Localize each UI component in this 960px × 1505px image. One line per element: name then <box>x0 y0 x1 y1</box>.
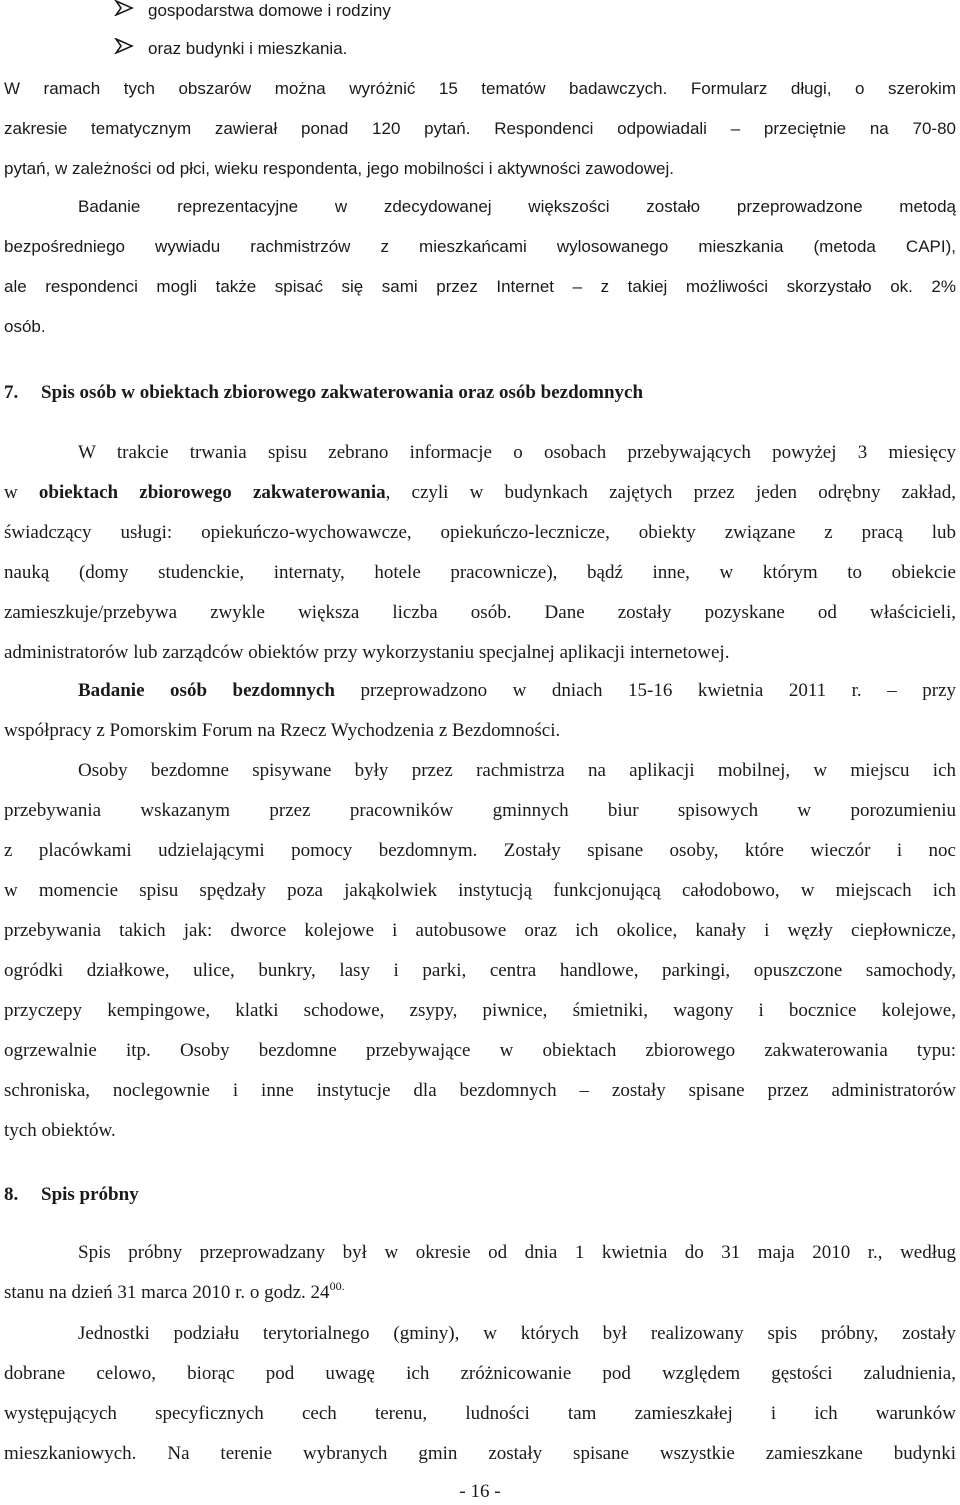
paragraph-intro <box>4 69 956 189</box>
bullet-text: gospodarstwa domowe i rodziny <box>148 1 391 20</box>
arrow-bullet-icon <box>114 33 148 65</box>
text-line: nauką (domy studenckie, internaty, hotele pracownicze), bądź inne, w którym to obiekcie <box>4 562 956 583</box>
paragraph-spis-bezdomnych <box>4 751 956 1151</box>
text-line: zakresie tematycznym zawierał ponad 120 pytań. Respondenci odpowiadali – przeciętnie na 70-80 <box>4 119 956 138</box>
paragraph-obiekty <box>4 433 956 673</box>
text-line: osób. <box>4 317 46 336</box>
arrow-bullet-icon <box>114 0 148 27</box>
text-line: występujących specyficznych cech terenu, ludności tam zamieszkałej i ich warunków <box>4 1403 956 1424</box>
page-number: - 16 - <box>459 1481 501 1502</box>
text-line: w momencie spisu spędzały poza jakąkolwiek instytucją funkcjonującą całodobowo, w miejscach ich <box>4 880 956 901</box>
section-number: 8. <box>4 1184 19 1205</box>
paragraph-spis-probny <box>4 1233 956 1313</box>
paragraph-badanie <box>4 187 956 347</box>
text-line: mieszkaniowych. Na terenie wybranych gmin zostały spisane wszystkie zamieszkane budynki <box>4 1443 956 1464</box>
text-line: Spis próbny przeprowadzany był w okresie od dnia 1 kwietnia do 31 maja 2010 r., według <box>78 1242 956 1263</box>
paragraph-bezdomni <box>4 671 956 751</box>
superscript: 00. <box>329 1279 345 1293</box>
bullet-text: oraz budynki i mieszkania. <box>148 39 348 58</box>
text-line: administratorów lub zarządców obiektów przy wykorzystaniu specjalnej aplikacji internetowej. <box>4 642 730 663</box>
text-line: Badanie reprezentacyjne w zdecydowanej większości zostało przeprowadzone metodą <box>78 197 956 216</box>
text-line: przebywania takich jak: dworce kolejowe i autobusowe oraz ich okolice, kanały i węzły ciepłownicze, <box>4 920 956 941</box>
text-line: stanu na dzień 31 marca 2010 r. o godz. $24^{00.}$ <box>4 1279 345 1303</box>
text-line: w obiektach zbiorowego zakwaterowania, czyli w budynkach zajętych przez jeden odrębny zakład, <box>4 482 956 503</box>
text-line: dobrane celowo, biorąc pod uwagę ich zróżnicowanie pod względem gęstości zaludnienia, <box>4 1363 956 1384</box>
bold-term: obiektach zbiorowego zakwaterowania <box>38 482 386 503</box>
text-line: W ramach tych obszarów można wyróżnić 15 tematów badawczych. Formularz długi, o szerokim <box>4 79 956 98</box>
text-line: przebywania wskazanym przez pracowników gminnych biur spisowych w porozumieniu <box>4 800 956 821</box>
bold-term: Badanie osób bezdomnych <box>78 680 335 701</box>
bullet-item <box>114 33 347 65</box>
text-line: tych obiektów. <box>4 1120 116 1141</box>
text-line: współpracy z Pomorskim Forum na Rzecz Wychodzenia z Bezdomności. <box>4 720 561 741</box>
text-line: przyczepy kempingowe, klatki schodowe, zsypy, piwnice, śmietniki, wagony i bocznice kolejowe, <box>4 1000 956 1021</box>
text-line: ogródki działkowe, ulice, bunkry, lasy i parki, centra handlowe, parkingi, opuszczone samochody, <box>4 960 956 981</box>
text-line: świadczący usługi: opiekuńczo-wychowawcze, opiekuńczo-lecznicze, obiekty związane z pracą lub <box>4 522 956 543</box>
text-line: Osoby bezdomne spisywane były przez rachmistrza na aplikacji mobilnej, w miejscu ich <box>78 760 956 781</box>
text-line: zamieszkuje/przebywa zwykle większa liczba osób. Dane zostały pozyskane od właścicieli, <box>4 602 956 623</box>
section-number: 7. <box>4 382 19 403</box>
text-line: bezpośredniego wywiadu rachmistrzów z mieszkańcami wylosowanego mieszkania (metoda CAPI), <box>4 237 956 256</box>
text-line: Badanie osób bezdomnych przeprowadzono w dniach 15-16 kwietnia 2011 r. – przy <box>78 680 956 701</box>
section-title: Spis próbny <box>41 1184 139 1205</box>
text-line: W trakcie trwania spisu zebrano informacje o osobach przebywających powyżej 3 miesięcy <box>78 442 956 463</box>
section-heading <box>4 1179 139 1211</box>
text-line: ogrzewalnie itp. Osoby bezdomne przebywające w obiektach zbiorowego zakwaterowania typu: <box>4 1040 956 1061</box>
section-title: Spis osób w obiektach zbiorowego zakwaterowania oraz osób bezdomnych <box>41 382 644 403</box>
bullet-item <box>114 0 391 27</box>
text-line: z placówkami udzielającymi pomocy bezdomnym. Zostały spisane osoby, które wieczór i noc <box>4 840 956 861</box>
text-line: pytań, w zależności od płci, wieku respondenta, jego mobilności i aktywności zawodowej. <box>4 159 674 178</box>
text-line: Jednostki podziału terytorialnego (gminy), w których był realizowany spis próbny, zostały <box>78 1323 956 1344</box>
text-line: schroniska, noclegownie i inne instytucje dla bezdomnych – zostały spisane przez administratorów <box>4 1080 956 1101</box>
text-line: ale respondenci mogli także spisać się sami przez Internet – z takiej możliwości skorzystało ok. 2% <box>4 277 956 296</box>
paragraph-jednostki <box>4 1314 956 1474</box>
section-heading <box>4 377 643 409</box>
